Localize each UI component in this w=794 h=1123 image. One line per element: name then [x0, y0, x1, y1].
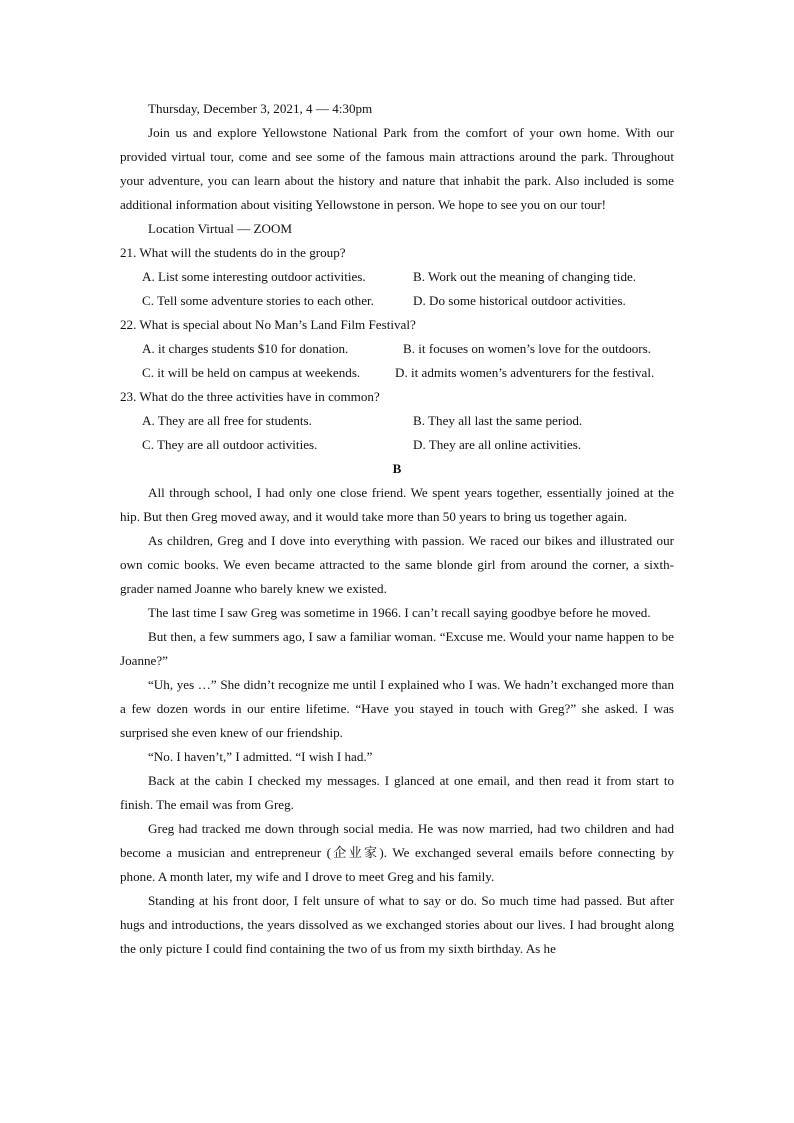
question-stem: 21. What will the students do in the group? [120, 245, 346, 260]
passage-paragraph: As children, Greg and I dove into everything with passion. We raced our bikes and illustrated our own comic books. We even became attracted to the same blonde girl from around the corner, a sixth-grader named Joanne who barely knew we existed. [120, 533, 674, 596]
option-d: D. Do some historical outdoor activities. [413, 293, 626, 308]
option-b: B. Work out the meaning of changing tide. [413, 269, 637, 284]
option-b: B. They all last the same period. [413, 413, 583, 428]
option-c: C. They are all outdoor activities. [142, 437, 318, 452]
event-description: Join us and explore Yellowstone National Park from the comfort of your own home. With our provided virtual tour, come and see some of the famous main attractions around the park. Throughout your adventure, you can learn about the history and nature that inhabit the park. Also included is some additional information about visiting Yellowstone in person. We hope to see you on our tour! [120, 125, 674, 212]
question-22 [120, 313, 674, 385]
document-page [120, 97, 674, 961]
question-stem: 22. What is special about No Man’s Land Film Festival? [120, 317, 416, 332]
passage-paragraph: The last time I saw Greg was sometime in 1966. I can’t recall saying goodbye before he moved. [148, 605, 651, 620]
passage-b [120, 481, 674, 961]
option-d: D. They are all online activities. [413, 437, 582, 452]
option-c: C. Tell some adventure stories to each other. [142, 293, 374, 308]
section-heading: B [392, 461, 402, 476]
passage-paragraph: Greg had tracked me down through social media. He was now married, had two children and had become a musician and entrepreneur (企业家). We exchanged several emails before connecting by phone. A month later, my wife and I drove to meet Greg and his family. [120, 821, 674, 884]
passage-paragraph: “Uh, yes …” She didn’t recognize me until I explained who I was. We hadn’t exchanged more than a few dozen words in our entire lifetime. “Have you stayed in touch with Greg?” she asked. I was surprised she even knew of our friendship. [120, 677, 674, 740]
option-row [120, 433, 674, 457]
option-d: D. it admits women’s adventurers for the festival. [395, 365, 655, 380]
question-21 [120, 241, 674, 313]
passage-paragraph: All through school, I had only one close friend. We spent years together, essentially joined at the hip. But then Greg moved away, and it would take more than 50 years to bring us together again. [120, 485, 674, 524]
option-c: C. it will be held on campus at weekends. [142, 365, 361, 380]
option-row [120, 337, 674, 361]
option-b: B. it focuses on women’s love for the outdoors. [403, 341, 652, 356]
option-a: A. List some interesting outdoor activities. [142, 269, 366, 284]
event-datetime: Thursday, December 3, 2021, 4 — 4:30pm [148, 101, 373, 116]
question-stem: 23. What do the three activities have in common? [120, 389, 380, 404]
option-a: A. it charges students $10 for donation. [142, 341, 349, 356]
option-a: A. They are all free for students. [142, 413, 312, 428]
option-row [120, 265, 674, 289]
option-row [120, 409, 674, 433]
option-row [120, 361, 674, 385]
passage-paragraph: “No. I haven’t,” I admitted. “I wish I had.” [148, 749, 373, 764]
event-location: Location Virtual — ZOOM [148, 221, 293, 236]
passage-paragraph: But then, a few summers ago, I saw a familiar woman. “Excuse me. Would your name happen to be Joanne?” [120, 629, 674, 668]
option-row [120, 289, 674, 313]
passage-paragraph: Back at the cabin I checked my messages. I glanced at one email, and then read it from start to finish. The email was from Greg. [120, 773, 674, 812]
passage-paragraph: Standing at his front door, I felt unsure of what to say or do. So much time had passed. But after hugs and introductions, the years dissolved as we exchanged stories about our lives. I had brought along the only picture I could find containing the two of us from my sixth birthday. As he [120, 893, 674, 956]
question-23 [120, 385, 674, 457]
